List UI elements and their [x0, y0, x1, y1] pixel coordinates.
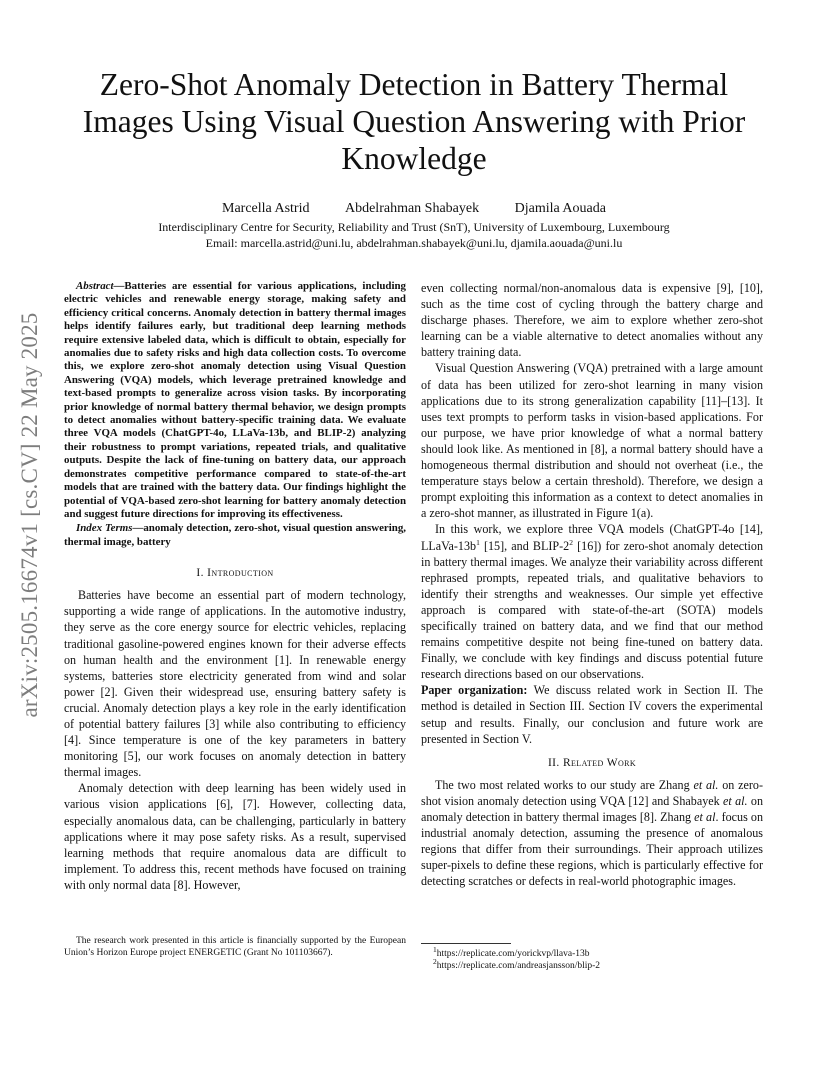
left-column — [64, 280, 406, 893]
text-run: et al — [694, 810, 716, 824]
footnote-mark: 2 — [433, 956, 437, 966]
url-footnotes — [421, 943, 763, 972]
footnote-1 — [421, 944, 763, 960]
section-heading-related-work: II. Related Work — [547, 756, 637, 769]
affiliation: Interdisciplinary Centre for Security, Reliability and Trust (SnT), University of Luxembourg, Luxembourg — [158, 220, 670, 234]
right-column — [421, 280, 763, 889]
intro-paragraph-1: Batteries have become an essential part of modern technology, supporting a wide range of applications. In the automotive industry, they serve as the core energy source for electric vehicles, replacing traditional gasoline-powered engines known for their adverse effects on human health and the environment [1]. In renewable energy systems, batteries store electricity generated from wind and solar power [2]. Given their widespread use, ensuring battery safety is crucial. Anomaly detection plays a key role in the early identification of potential battery failures [3] while also contributing to efficiency [4]. Since temperature is one of the key parameters in battery monitoring [5], our work focuses on anomaly detection in battery thermal images. — [64, 588, 406, 780]
arxiv-sidebar-stamp — [10, 290, 50, 740]
text-run: The two most related works to our study are Zhang — [435, 777, 694, 792]
author-name: Abdelrahman Shabayek — [344, 201, 480, 216]
intro-paragraph-3: Visual Question Answering (VQA) pretrained with a large amount of data has been utilized for zero-shot learning in many vision applications due to its strong generalization capability [11]–[13]. It uses text prompts to perform tasks in vision-based applications. For our purpose, we have prior knowledge of what a normal battery should look like. As mentioned in [8], a normal battery should have a homogeneous thermal distribution and should not overheat (i.e., the temperature stays below a certain threshold). Therefore, we design a prompt exploiting this information as a context to detect anomalies in a zero-shot manner, as illustrated in Figure 1(a). — [421, 361, 763, 521]
text-run: on zero-shot vision anomaly detection using VQA [12] and Shabayek — [421, 777, 763, 808]
paper-organization-text: We discuss related work in Section II. The method is detailed in Section III. Section IV covers the experimental setup and results. Finally, our conclusion and future work are presented in Section V. — [421, 683, 763, 746]
text-run: . focus on industrial anomaly detection, assuming the presence of anomalous regions that differ from their surroundings. Their approach utilizes super-pixels to define these regions, which is particularly effective for detecting scratches or defects in real-world photographic images. — [421, 810, 763, 889]
footnote-url: https://replicate.com/andreasjansson/blip-2 — [436, 961, 601, 971]
text-run: [16]) for zero-shot anomaly detection in battery thermal images. We analyze their variability across different rephrased prompts, repeated trials, and qualitative behaviors to identify their strengths and weaknesses. Our simple yet effective approach is compared with state-of-the-art (SOTA) models specifically trained on battery data, and we find that our method remains competitive despite not being fine-tuned on battery data. Finally, we conclude with key findings and discuss potential future research directions based on our observations. — [421, 538, 763, 682]
footnote-url: https://replicate.com/yorickvp/llava-13b — [436, 949, 590, 959]
footnote-2 — [421, 956, 763, 972]
paper-organization — [421, 682, 763, 746]
footnote-ref: 1 — [476, 537, 480, 547]
intro-paragraph-2: Anomaly detection with deep learning has been widely used in various vision applications [6], [7]. However, collecting data, especially anomalous data, can be challenging, particularly in battery applications where it may pose safety risks. As a result, supervised learning methods that require anomalous data are difficult to implement. To address this, recent methods have focused on training with only normal data [8]. However, — [64, 781, 406, 892]
intro-paragraph-2-continued: even collecting normal/non-anomalous data is expensive [9], [10], such as the time cost of cycling through the battery charge and discharge phases. Therefore, we aim to explore whether zero-shot learning can be a viable alternative to detect anomalies without any battery training data. — [421, 281, 763, 360]
index-terms — [64, 522, 406, 549]
text-run: In this work, we explore three VQA models (ChatGPT-4o [14], LLaVa-13b — [421, 522, 763, 553]
arxiv-id: arXiv:2505.16674v1 [cs.CV] 22 May 2025 — [17, 312, 42, 718]
paper-title: Zero-Shot Anomaly Detection in Battery Thermal Images Using Visual Question Answering with Prior Knowledge — [82, 67, 746, 176]
related-work-paragraph — [421, 777, 763, 890]
footnote-mark: 1 — [433, 944, 437, 954]
author-emails: Email: marcella.astrid@uni.lu, abdelrahman.shabayek@uni.lu, djamila.aouada@uni.lu — [205, 236, 623, 250]
author-name: Djamila Aouada — [514, 201, 606, 216]
text-run: et al. — [723, 793, 748, 808]
abstract-text: —Batteries are essential for various applications, including electric vehicles and renewable energy storage, making safety and efficiency critical concerns. Anomaly detection in battery thermal images helps identify failures early, but traditional deep learning methods require extensive labeled data, which is difficult to obtain, especially for anomalies due to safety risks and high data collection costs. To overcome this, we explore zero-shot anomaly detection using Visual Question Answering (VQA) models, which leverage pretrained knowledge and text-based prompts to generalize across vision tasks. By incorporating prior knowledge of normal battery thermal behavior, we design prompts to detect anomalies without battery-specific training data. We evaluate three VQA models (ChatGPT-4o, LLaVa-13b, and BLIP-2) analyzing their robustness to prompt variations, repeated trials, and qualitative outputs. Despite the lack of fine-tuning on battery data, our approach demonstrates competitive performance compared to state-of-the-art models that are trained with the battery data. Our findings highlight the potential of VQA-based zero-shot learning for battery anomaly detection and suggest future directions for improving its effectiveness. — [64, 280, 406, 520]
section-heading-introduction: I. Introduction — [196, 567, 274, 580]
index-terms-label: Index Terms — [76, 522, 133, 535]
footnote-rule — [421, 943, 511, 944]
abstract-label: Abstract — [76, 280, 114, 292]
abstract — [64, 280, 406, 521]
text-run: on anomaly detection in battery thermal images [8]. Zhang — [421, 793, 763, 824]
footnote-ref: 2 — [569, 537, 573, 547]
intro-paragraph-4 — [421, 521, 763, 682]
author-list — [64, 201, 764, 217]
text-run: et al. — [693, 777, 719, 792]
text-run: [15], and BLIP-2 — [479, 538, 570, 553]
index-terms-text: —anomaly detection, zero-shot, visual question answering, thermal image, battery — [64, 522, 406, 548]
author-name: Marcella Astrid — [222, 201, 310, 216]
funding-footnote: The research work presented in this article is financially supported by the European Union’s Horizon Europe project ENERGETIC (Grant No 101103667). — [64, 936, 406, 958]
paper-organization-label: Paper organization: — [421, 683, 528, 698]
